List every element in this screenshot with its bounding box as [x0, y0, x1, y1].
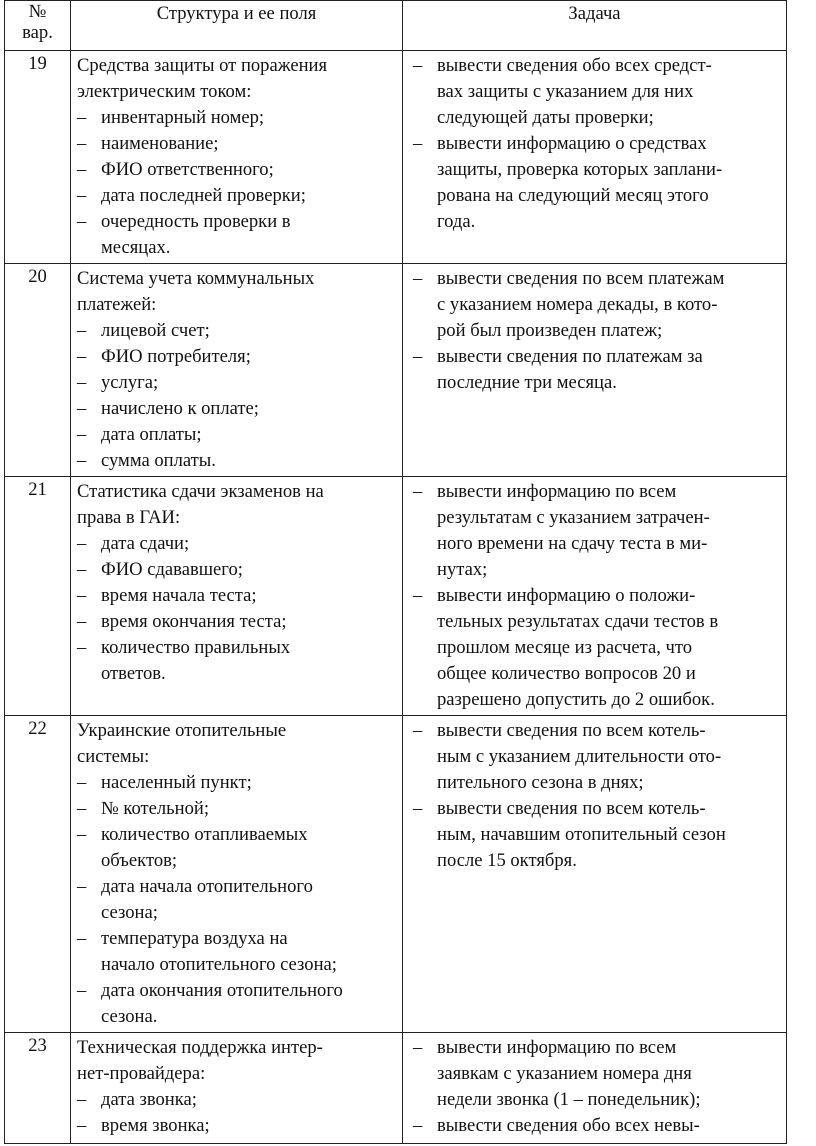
field-line: – дата оплаты;	[101, 424, 202, 445]
field-line: – дата окончания отопительного	[101, 980, 343, 1001]
field-line: – очередность проверки в	[101, 211, 291, 232]
field-line: ответов.	[101, 663, 166, 684]
field-list	[75, 531, 396, 687]
task-list	[411, 718, 778, 874]
title-line: электрическим током:	[77, 81, 252, 102]
header-num-symbol: №	[28, 1, 47, 22]
field-item	[75, 531, 396, 557]
task-cell	[403, 716, 787, 1033]
task-line: последние три месяца.	[437, 372, 617, 393]
title-line: Статистика сдачи экзаменов на	[77, 481, 324, 502]
field-item	[75, 396, 396, 422]
field-item	[75, 209, 396, 261]
field-item	[75, 157, 396, 183]
field-line: объектов;	[101, 850, 178, 871]
task-item	[411, 131, 778, 235]
task-item	[411, 1113, 778, 1139]
task-line: – вывести информацию по всем	[437, 1037, 677, 1058]
field-item	[75, 770, 396, 796]
task-cell	[403, 51, 787, 264]
title-line: Система учета коммунальных	[77, 268, 315, 289]
field-line: – температура воздуха на	[101, 928, 288, 949]
task-item	[411, 479, 778, 583]
field-list	[75, 770, 396, 1030]
task-line: – вывести сведения обо всех средст-	[437, 55, 712, 76]
task-line: – вывести сведения по всем котель-	[437, 720, 706, 741]
table-row	[5, 264, 787, 477]
field-list	[75, 1087, 396, 1139]
structure-title	[75, 266, 396, 318]
field-line: – время звонка;	[101, 1115, 210, 1136]
header-row	[5, 1, 787, 51]
structure-content	[71, 51, 402, 263]
task-item	[411, 796, 778, 874]
title-line: Средства защиты от поражения	[77, 55, 328, 76]
field-line: сезона.	[101, 1006, 158, 1027]
field-line: – населенный пункт;	[101, 772, 252, 793]
structure-content	[71, 264, 402, 476]
task-content	[403, 477, 786, 715]
task-line: – вывести сведения по всем котель-	[437, 798, 706, 819]
task-line: заявкам с указанием номера дня	[437, 1063, 692, 1084]
variant-number: 21	[5, 477, 71, 716]
field-line: – дата начала отопительного	[101, 876, 313, 897]
task-line: тельных результатах сдачи тестов в	[437, 611, 719, 632]
structure-content	[71, 1033, 402, 1141]
field-line: – лицевой счет;	[101, 320, 210, 341]
structure-cell	[71, 477, 403, 716]
header-num-label: вар.	[22, 22, 53, 43]
task-cell	[403, 477, 787, 716]
structure-cell	[71, 716, 403, 1033]
field-line: – время начала теста;	[101, 585, 257, 606]
variant-number: 19	[5, 51, 71, 264]
task-line: пительного сезона в днях;	[437, 772, 644, 793]
title-line: системы:	[77, 746, 150, 767]
field-line: – наименование;	[101, 133, 219, 154]
field-item	[75, 183, 396, 209]
task-line: – вывести информацию о средствах	[437, 133, 707, 154]
field-item	[75, 1113, 396, 1139]
header-structure: Структура и ее поля	[71, 1, 403, 51]
structure-title	[75, 718, 396, 770]
field-list	[75, 318, 396, 474]
task-list	[411, 1035, 778, 1139]
field-item	[75, 609, 396, 635]
task-line: с указанием номера декады, в кото-	[437, 294, 718, 315]
field-line: месяцах.	[101, 237, 171, 258]
structure-content	[71, 477, 402, 689]
variant-number: 22	[5, 716, 71, 1033]
header-variant-number	[5, 1, 71, 51]
field-item	[75, 635, 396, 687]
task-line: прошлом месяце из расчета, что	[437, 637, 693, 658]
table-row	[5, 1033, 787, 1144]
task-line: – вывести информацию о положи-	[437, 585, 696, 606]
task-line: вах защиты с указанием для них	[437, 81, 694, 102]
task-line: – вывести информацию по всем	[437, 481, 677, 502]
variant-number: 20	[5, 264, 71, 477]
title-line: нет-провайдера:	[77, 1063, 206, 1084]
field-line: – инвентарный номер;	[101, 107, 265, 128]
task-line: – вывести сведения по платежам за	[437, 346, 703, 367]
task-cell	[403, 264, 787, 477]
task-cell	[403, 1033, 787, 1144]
structure-cell	[71, 264, 403, 477]
field-line: начало отопительного сезона;	[101, 954, 337, 975]
task-line: рована на следующий месяц этого	[437, 185, 709, 206]
field-item	[75, 344, 396, 370]
field-item	[75, 874, 396, 926]
field-item	[75, 422, 396, 448]
variants-table	[4, 0, 787, 1144]
title-line: платежей:	[77, 294, 157, 315]
field-item	[75, 370, 396, 396]
task-content	[403, 716, 786, 876]
field-item	[75, 822, 396, 874]
task-list	[411, 53, 778, 235]
task-item	[411, 718, 778, 796]
field-line: – дата сдачи;	[101, 533, 190, 554]
field-line: – начислено к оплате;	[101, 398, 259, 419]
task-line: после 15 октября.	[437, 850, 577, 871]
header-task: Задача	[403, 1, 787, 51]
task-content	[403, 1033, 786, 1141]
field-item	[75, 557, 396, 583]
field-item	[75, 926, 396, 978]
task-line: защиты, проверка которых заплани-	[437, 159, 723, 180]
structure-cell	[71, 51, 403, 264]
structure-cell	[71, 1033, 403, 1144]
field-line: сезона;	[101, 902, 158, 923]
task-line: рой был произведен платеж;	[437, 320, 663, 341]
field-line: – ФИО ответственного;	[101, 159, 274, 180]
field-item	[75, 318, 396, 344]
structure-title	[75, 53, 396, 105]
task-line: года.	[437, 211, 476, 232]
field-line: – количество отапливаемых	[101, 824, 308, 845]
field-line: – услуга;	[101, 372, 159, 393]
field-line: – ФИО сдававшего;	[101, 559, 243, 580]
field-list	[75, 105, 396, 261]
task-line: ным, начавшим отопительный сезон	[437, 824, 726, 845]
structure-title	[75, 479, 396, 531]
field-line: – дата звонка;	[101, 1089, 197, 1110]
task-item	[411, 1035, 778, 1113]
task-line: недели звонка (1 – понедельник);	[437, 1089, 701, 1110]
field-item	[75, 583, 396, 609]
structure-content	[71, 716, 402, 1032]
field-item	[75, 978, 396, 1030]
title-line: права в ГАИ:	[77, 507, 181, 528]
task-content	[403, 51, 786, 237]
field-line: – ФИО потребителя;	[101, 346, 251, 367]
field-item	[75, 1087, 396, 1113]
table-row	[5, 477, 787, 716]
field-item	[75, 105, 396, 131]
task-line: результатам с указанием затрачен-	[437, 507, 710, 528]
task-line: общее количество вопросов 20 и	[437, 663, 696, 684]
task-line: нутах;	[437, 559, 488, 580]
task-item	[411, 583, 778, 713]
task-item	[411, 344, 778, 396]
table-body	[5, 51, 787, 1144]
field-line: – время окончания теста;	[101, 611, 287, 632]
task-item	[411, 266, 778, 344]
field-item	[75, 796, 396, 822]
field-line: – количество правильных	[101, 637, 291, 658]
task-line: – вывести сведения обо всех невы-	[437, 1115, 700, 1136]
field-item	[75, 448, 396, 474]
table-row	[5, 716, 787, 1033]
task-list	[411, 266, 778, 396]
task-line: – вывести сведения по всем платежам	[437, 268, 725, 289]
task-list	[411, 479, 778, 713]
task-item	[411, 53, 778, 131]
variant-number: 23	[5, 1033, 71, 1144]
title-line: Техническая поддержка интер-	[77, 1037, 323, 1058]
task-line: разрешено допустить до 2 ошибок.	[437, 689, 715, 710]
field-line: – дата последней проверки;	[101, 185, 306, 206]
title-line: Украинские отопительные	[77, 720, 287, 741]
field-item	[75, 131, 396, 157]
field-line: – № котельной;	[101, 798, 210, 819]
task-line: следующей даты проверки;	[437, 107, 654, 128]
task-line: ным с указанием длительности ото-	[437, 746, 722, 767]
structure-title	[75, 1035, 396, 1087]
field-line: – сумма оплаты.	[101, 450, 216, 471]
task-content	[403, 264, 786, 398]
table-row	[5, 51, 787, 264]
task-line: ного времени на сдачу теста в ми-	[437, 533, 708, 554]
